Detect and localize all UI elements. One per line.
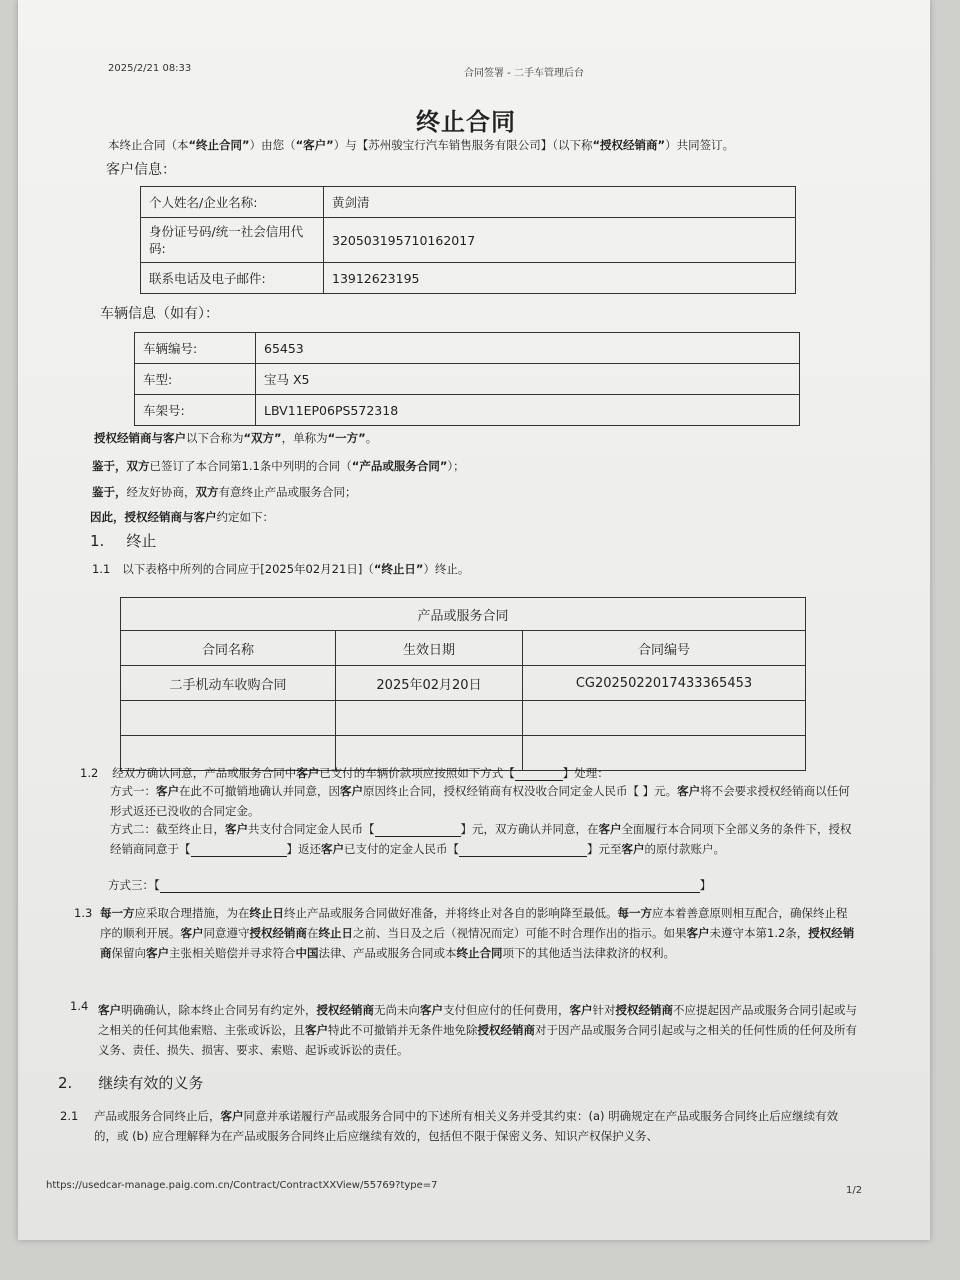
clause-1-3-number: 1.3 [74,906,93,920]
recital-therefore: 因此，授权经销商与客户约定如下： [90,510,274,524]
table-row [121,701,806,736]
clause-1-4: 客户明确确认，除本终止合同另有约定外，授权经销商无尚未向客户支付但应付的任何费用，客户针对授权经销商不应提起因产品或服务合同引起或与之相关的任何其他索赔、主张或诉讼，且客户特此不可撤销并无条件地免除授权经销商对于因产品或服务合同引起或与之相关的任何性质的任何及所有义务、责任、损失、损害、要求、索赔、起诉或诉讼的责任。 [98,1003,857,1057]
section-1-heading: 1. 终止 [90,532,157,550]
clause-1-4-number: 1.4 [70,999,89,1013]
column-header: 合同名称 [121,631,336,666]
document-page [18,0,930,1240]
effective-date-cell: 2025年02月20日 [336,666,523,701]
table-cell-label: 个人姓名/企业名称: [141,187,324,218]
clause-1-2-method-1: 方式一：客户在此不可撤销地确认并同意，因客户原因终止合同，授权经销商有权没收合同定金人民币【 】元。客户将不会要求授权经销商以任何形式返还已没收的合同定金。 [110,784,850,818]
vehicle-info-table [134,332,800,426]
table-row [135,333,800,364]
refund-amount-blank [459,842,587,857]
product-table-title: 产品或服务合同 [121,598,806,631]
customer-info-heading: 客户信息： [106,162,176,178]
clause-1-2-method-3: 方式三：【 】 [108,878,712,892]
empty-cell [336,701,523,736]
deposit-amount-blank [375,822,461,837]
table-cell-label: 车辆编号: [135,333,256,364]
vehicle-model-value: 宝马 X5 [256,364,800,395]
clause-1-2-method-2: 方式二：截至终止日，客户共支付合同定金人民币【 】元，双方确认并同意，在客户全面履行本合同项下全部义务的条件下，授权经销商同意于【 】返还客户已支付的定金人民币【 】元至客户的原付款账户。 [110,822,852,856]
table-cell-label: 身份证号码/统一社会信用代码: [141,218,324,263]
table-row [135,395,800,426]
empty-cell [121,701,336,736]
recital-whereas-1: 鉴于，双方已签订了本合同第1.1条中列明的合同（“产品或服务合同”）； [92,459,465,473]
table-row [121,631,806,666]
empty-cell [523,701,806,736]
table-row [121,666,806,701]
contract-name-cell: 二手机动车收购合同 [121,666,336,701]
customer-phone-value: 13912623195 [324,263,796,294]
intro-paragraph: 本终止合同（本“终止合同”）由您（“客户”）与【苏州骏宝行汽车销售服务有限公司】（以下称“授权经销商”）共同签订。 [108,138,735,152]
table-row [121,598,806,631]
refund-date-blank [191,842,287,857]
print-header-title: 合同签署 - 二手车管理后台 [464,68,584,79]
page-number: 1/2 [846,1185,863,1196]
product-contract-table [120,597,806,771]
method-blank [515,766,563,781]
print-datetime: 2025/2/21 08:33 [108,63,192,74]
clause-1-2-intro: 1.2 经双方确认同意，产品或服务合同中客户已支付的车辆价款项应按照如下方式【 】处理： [80,766,609,780]
customer-name-value: 黄剑清 [324,187,796,218]
table-row [135,364,800,395]
table-row [141,263,796,294]
recital-whereas-2: 鉴于，经友好协商，双方有意终止产品或服务合同； [92,485,357,499]
column-header: 生效日期 [336,631,523,666]
clause-2-1-number: 2.1 [60,1109,79,1123]
column-header: 合同编号 [523,631,806,666]
vehicle-info-heading: 车辆信息（如有）： [100,306,219,322]
clause-1-3: 每一方应采取合理措施，为在终止日终止产品或服务合同做好准备，并将终止对各自的影响降至最低。每一方应本着善意原则相互配合，确保终止程序的顺利开展。客户同意遵守授权经销商在终止日之前、当日及之后（视情况而定）可能不时合理作出的指示。如果客户未遵守本第1.2条，授权经销商保留向客户主张相关赔偿并寻求符合中国法律、产品或服务合同或本终止合同项下的其他适当法律救济的权利。 [100,906,855,960]
table-cell-label: 车架号: [135,395,256,426]
vehicle-vin-value: LBV11EP06PS572318 [256,395,800,426]
clause-1-1: 1.1 以下表格中所列的合同应于[2025年02月21日]（“终止日”）终止。 [92,562,470,576]
customer-info-table [140,186,796,294]
table-cell-label: 联系电话及电子邮件: [141,263,324,294]
table-row [141,218,796,263]
table-cell-label: 车型: [135,364,256,395]
clause-2-1: 产品或服务合同终止后，客户同意并承诺履行产品或服务合同中的下述所有相关义务并受其约束：(a) 明确规定在产品或服务合同终止后应继续有效的，或 (b) 应合理解释为在产品或服务合同终止后应继续有效的，包括但不限于保密义务、知识产权保护义务、 [94,1109,839,1143]
page-url: https://usedcar-manage.paig.com.cn/Contract/ContractXXView/55769?type=7 [46,1180,438,1191]
vehicle-number-value: 65453 [256,333,800,364]
contract-number-cell: CG2025022017433365453 [523,666,806,701]
table-row [141,187,796,218]
customer-id-value: 320503195710162017 [324,218,796,263]
section-2-heading: 2. 继续有效的义务 [58,1074,204,1092]
recital-parties: 授权经销商与客户以下合称为“双方”，单称为“一方”。 [94,431,378,445]
document-title: 终止合同 [416,108,516,136]
method-3-blank [160,878,700,893]
